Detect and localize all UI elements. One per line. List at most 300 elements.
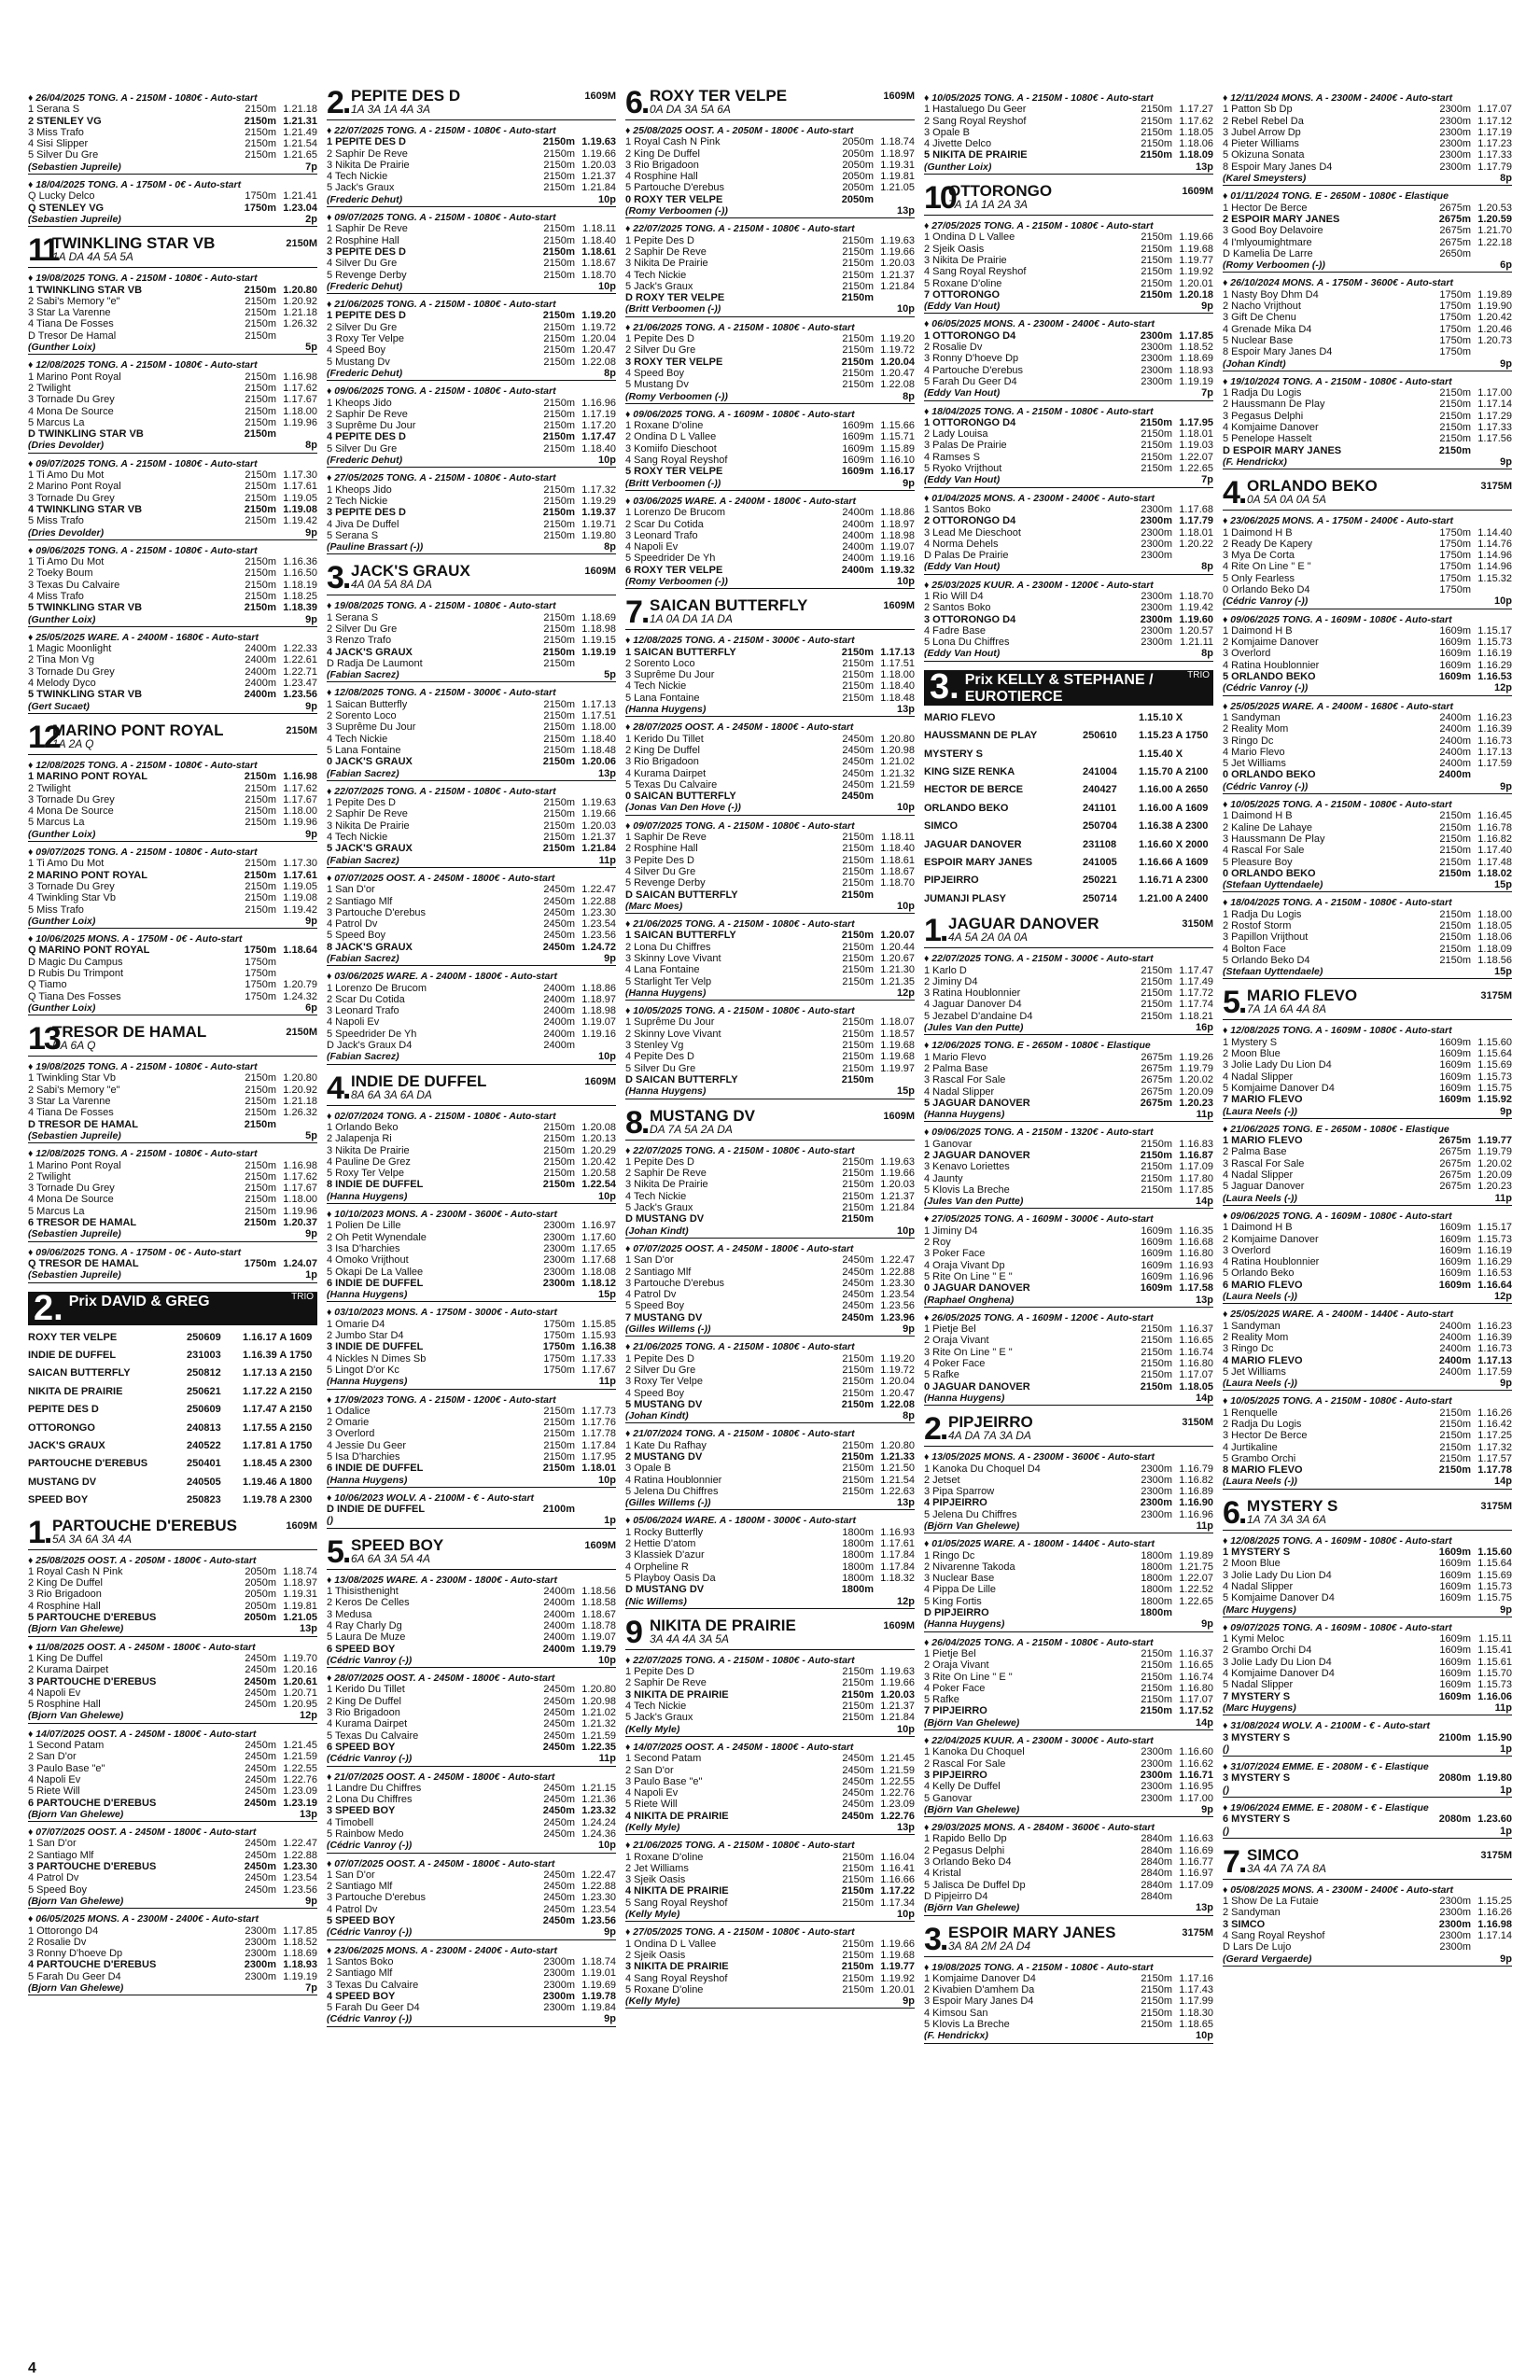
result-distance: 1750m	[1439, 334, 1471, 346]
result-time: 1.18.02	[1477, 867, 1512, 879]
horse-header	[28, 719, 317, 755]
result-distance: 2150m	[842, 1701, 874, 1713]
past-race-footer	[1223, 456, 1512, 469]
result-row	[625, 1029, 915, 1040]
driver-name: (Hanna Huygens)	[924, 1618, 1005, 1631]
driver-name: (Gunther Loix)	[28, 915, 96, 927]
result-horse: 2 Silver Du Gre	[625, 344, 696, 357]
result-time: 1.18.64	[283, 945, 317, 957]
result-row	[625, 1063, 915, 1074]
driver-name: (Hanna Huygens)	[327, 1190, 408, 1202]
result-time: 1.19.20	[880, 1352, 915, 1365]
result-horse: 5 Texas Du Calvaire	[327, 1729, 419, 1742]
result-horse: 1 Ti Amo Du Mot	[28, 556, 105, 568]
result-distance: 2150m	[245, 138, 276, 150]
result-time	[874, 889, 915, 901]
result-row	[28, 1589, 317, 1600]
horse-entry	[28, 1021, 317, 1282]
odds-date	[1083, 746, 1139, 763]
result-horse: 5 Riete Will	[625, 1799, 678, 1811]
past-race-header: ♦ 22/07/2025 TONG. A - 2150M - 1080€ - Auto-start	[625, 1654, 855, 1666]
past-race-header: ♦ 21/06/2025 TONG. A - 2150M - 1080€ - Auto-start	[327, 299, 556, 311]
field-size: 9p	[1500, 357, 1512, 370]
result-row	[625, 1475, 915, 1486]
result-row	[28, 968, 317, 979]
result-distance: 2400m	[245, 654, 276, 666]
result-distance: 2300m	[1141, 503, 1172, 515]
result-row	[1223, 723, 1512, 735]
result-time: 1.17.34	[880, 1897, 915, 1909]
result-row	[924, 1648, 1213, 1659]
result-time: 1.20.37	[283, 1217, 317, 1229]
result-time: 1.22.47	[581, 1869, 616, 1881]
result-horse: 7 OTTORONGO	[924, 288, 1001, 301]
result-horse: 4 Mario Flevo	[1223, 746, 1285, 758]
horse-entry	[1223, 92, 1512, 469]
result-horse: 3 NIKITA DE PRAIRIE	[625, 1688, 729, 1701]
result-time: 1.19.66	[880, 1938, 915, 1950]
result-horse: 3 Ronny D'hoeve Dp	[924, 353, 1019, 365]
horse-form: 3A 4A 4A 3A 5A	[650, 1631, 729, 1645]
past-race-header: ♦ 22/07/2025 TONG. A - 2150M - 1080€ - Auto-start	[327, 785, 556, 797]
result-row	[1223, 1146, 1512, 1157]
field-size: 13p	[300, 1808, 317, 1820]
result-distance: 2300m	[244, 1959, 276, 1971]
result-row	[28, 794, 317, 805]
result-row	[924, 1369, 1213, 1380]
driver-name: (Fabian Sacrez)	[327, 669, 399, 681]
result-distance: 2150m	[244, 602, 276, 614]
horse-name: ORLANDO BEKO	[1247, 477, 1378, 496]
result-time: 1.18.69	[1179, 353, 1213, 365]
past-race-footer	[28, 1623, 317, 1636]
result-row	[327, 1179, 616, 1190]
result-row	[1223, 1442, 1512, 1453]
field-size: 9p	[1500, 1603, 1512, 1616]
result-distance: 2150m	[1141, 1972, 1172, 1984]
result-row	[625, 693, 915, 704]
horse-entry	[327, 560, 616, 1064]
result-horse: 2 Silver Du Gre	[327, 623, 398, 635]
driver-name: ()	[1223, 1825, 1229, 1837]
result-time: 1.17.58	[1179, 1282, 1213, 1295]
past-race-footer	[28, 1130, 317, 1143]
result-distance: 2150m	[1439, 410, 1471, 422]
result-horse: 3 Partouche D'erebus	[625, 1277, 725, 1289]
result-distance: 2150m	[543, 356, 575, 368]
odds-row	[28, 1491, 317, 1509]
result-time: 1.19.63	[581, 136, 616, 148]
result-horse: 1 Kheops Jido	[327, 397, 392, 409]
result-row	[625, 658, 915, 669]
result-horse: 2 Ondina D L Vallee	[625, 431, 717, 443]
result-time: 1.16.98	[283, 771, 317, 783]
result-time: 1.17.00	[1179, 1792, 1213, 1804]
result-distance: 1609m	[1439, 1592, 1471, 1604]
result-distance: 2150m	[542, 1463, 575, 1475]
result-time: 1.17.30	[283, 858, 317, 870]
result-time: 1.18.97	[581, 993, 616, 1005]
past-race	[924, 580, 1213, 662]
result-row	[327, 1980, 616, 1991]
odds-date: 250714	[1083, 892, 1117, 904]
past-race-footer	[1223, 682, 1512, 695]
horse-distance: 3175M	[1480, 481, 1512, 493]
result-time: 1.15.69	[1477, 1569, 1512, 1581]
result-time	[1471, 445, 1512, 456]
odds-date: 241101	[1083, 802, 1117, 814]
result-distance: 1609m	[1439, 1059, 1471, 1071]
horse-entry	[28, 92, 317, 227]
result-time: 1.23.56	[880, 1300, 915, 1312]
result-distance: 1609m	[842, 431, 874, 443]
result-row	[1223, 584, 1512, 595]
past-race-footer	[327, 1515, 616, 1528]
result-time: 1.19.63	[880, 234, 915, 246]
result-horse: 4 Rascal For Sale	[1223, 845, 1305, 857]
result-horse: 5 Ganovar	[924, 1792, 973, 1804]
past-race-footer	[1223, 1604, 1512, 1617]
result-horse: 4 Nadal Slipper	[1223, 1071, 1294, 1083]
result-distance: 1750m	[1439, 583, 1471, 595]
result-distance: 2450m	[842, 1289, 874, 1301]
result-row	[924, 1486, 1213, 1497]
result-distance: 2150m	[245, 469, 276, 482]
result-time: 1.19.68	[880, 1051, 915, 1063]
horse-form: 4A 5A 2A 0A 0A	[948, 931, 1028, 945]
result-time: 1.19.66	[880, 1168, 915, 1180]
horse-name-wrap	[1247, 1847, 1480, 1875]
odds-row	[924, 746, 1213, 763]
result-row	[924, 1358, 1213, 1369]
odds-record: 1.19.46 A 1800	[243, 1476, 313, 1488]
result-horse: 2 Kivabien D'amhem Da	[924, 1984, 1035, 1996]
past-race	[28, 1148, 317, 1241]
result-horse: 5 King Fortis	[924, 1595, 982, 1607]
odds-record: 1.17.47 A 2150	[243, 1404, 313, 1416]
result-row	[1223, 149, 1512, 161]
result-distance: 2450m	[543, 906, 575, 918]
result-distance: 1800m	[1140, 1607, 1172, 1619]
field-size: 8p	[604, 367, 616, 379]
odds-horse: SPEED BOY	[28, 1494, 89, 1506]
result-horse: 4 Patrol Dv	[327, 918, 378, 931]
past-race-footer	[625, 1995, 915, 2009]
result-time: 1.17.76	[581, 1417, 616, 1429]
past-race-header: ♦ 09/07/2025 TONG. A - 1609M - 1080€ - Auto-start	[1223, 1621, 1452, 1633]
horse-name: INDIE DE DUFFEL	[351, 1071, 487, 1090]
result-horse: 5 Okapi De La Vallee	[327, 1266, 424, 1278]
result-row	[1223, 1645, 1512, 1656]
result-distance: 1609m	[1439, 1256, 1471, 1268]
result-time: 1.23.32	[581, 1805, 616, 1817]
result-time: 1.16.37	[1179, 1647, 1213, 1659]
result-row	[28, 1612, 317, 1623]
result-horse: 1 SAICAN BUTTERFLY	[625, 646, 736, 658]
driver-name: (Sebastien Jupreile)	[28, 213, 121, 225]
result-horse: 2 King De Duffel	[327, 1695, 401, 1707]
field-size: 2p	[305, 213, 317, 225]
result-time: 1.17.61	[283, 481, 317, 493]
field-size: 9p	[305, 526, 317, 539]
result-horse: 3 Haussmann De Play	[1223, 833, 1325, 845]
result-row	[924, 1793, 1213, 1804]
result-distance: 2150m	[1141, 277, 1172, 289]
result-distance: 2150m	[842, 367, 874, 379]
result-horse: 2 Scar Du Cotida	[327, 993, 405, 1005]
result-row	[1223, 735, 1512, 747]
result-horse: 2 Twilight	[28, 382, 71, 394]
result-time: 1.18.52	[283, 1936, 317, 1948]
result-row	[625, 745, 915, 756]
past-race	[1223, 1025, 1512, 1118]
result-distance: 2150m	[842, 1666, 874, 1678]
result-row	[1223, 822, 1512, 833]
horse-distance: 1609M	[584, 566, 616, 578]
result-distance: 2050m	[244, 1612, 276, 1624]
result-time: 1.17.30	[283, 469, 317, 482]
result-distance: 1750m	[1439, 526, 1471, 539]
odds-horse: SIMCO	[924, 820, 959, 833]
result-time: 1.24.72	[581, 941, 616, 953]
result-distance: 2400m	[244, 689, 276, 701]
result-horse: D TWINKLING STAR VB	[28, 428, 144, 441]
past-race-header: ♦ 12/11/2024 MONS. A - 2300M - 2400€ - Auto-start	[1223, 92, 1453, 104]
result-horse: 1 Nasty Boy Dhm D4	[1223, 288, 1319, 301]
result-distance: 2150m	[842, 1897, 874, 1909]
result-horse: 4 Mona De Source	[28, 1194, 114, 1206]
result-time: 1.20.03	[880, 1688, 915, 1701]
result-time: 1.22.47	[283, 1838, 317, 1850]
result-distance: 2675m	[1439, 1157, 1471, 1169]
result-horse: 3 PEPITE DES D	[327, 507, 406, 519]
field-size: 11p	[1196, 1109, 1213, 1121]
result-horse: 1 Lorenzo De Brucom	[625, 507, 725, 519]
result-row	[28, 1838, 317, 1849]
result-time: 1.15.89	[880, 442, 915, 455]
result-distance: 2450m	[543, 1782, 575, 1794]
result-horse: 2 Rosalie Dv	[924, 342, 983, 354]
result-distance: 2150m	[245, 880, 276, 892]
result-time: 1.14.96	[1477, 550, 1512, 562]
past-race-footer	[924, 1618, 1213, 1631]
result-distance: 2150m	[543, 1144, 575, 1156]
result-row	[1223, 671, 1512, 682]
result-distance: 2150m	[842, 1040, 874, 1052]
result-distance: 2150m	[842, 1387, 874, 1399]
horse-form: 4A DA 7A 3A DA	[948, 1429, 1031, 1443]
result-distance: 1800m	[842, 1538, 874, 1550]
result-horse: 1 TWINKLING STAR VB	[28, 284, 143, 296]
horse-distance: 3150M	[1182, 918, 1213, 931]
past-race-footer	[1223, 781, 1512, 794]
result-horse: 2 OTTORONGO D4	[924, 515, 1016, 527]
result-distance: 2150m	[1439, 1452, 1471, 1464]
result-row	[1223, 1169, 1512, 1181]
result-distance: 2300m	[1439, 161, 1471, 173]
horse-name: OTTORONGO	[948, 182, 1053, 201]
result-horse: 5 Roxane D'oline	[924, 277, 1002, 289]
result-row	[327, 1730, 616, 1742]
result-time: 1.16.65	[1179, 1659, 1213, 1672]
past-race	[327, 1945, 616, 2027]
result-horse: 5 Riete Will	[28, 1785, 80, 1798]
result-distance: 2150m	[245, 492, 276, 504]
result-row	[327, 884, 616, 895]
result-time: 1.16.10	[880, 455, 915, 467]
result-time: 1.21.18	[283, 307, 317, 319]
result-horse: 3 Rio Brigadoon	[625, 756, 699, 768]
driver-name: (Björn Van Ghelewe)	[924, 1716, 1020, 1729]
horse-distance: 2150M	[286, 724, 317, 736]
past-race-footer	[28, 829, 317, 842]
result-horse: 4 Pauline De Grez	[327, 1155, 411, 1168]
result-row	[625, 1267, 915, 1278]
result-horse: 1 Orlando Beko	[327, 1121, 399, 1133]
result-row	[1223, 539, 1512, 550]
odds-horse: KING SIZE RENKA	[924, 765, 1015, 777]
result-time: 1.15.11	[1478, 1633, 1512, 1645]
past-race-header: ♦ 22/04/2025 KUUR. A - 2300M - 3000€ - Auto-start	[924, 1735, 1154, 1747]
past-race-header: ♦ 19/08/2025 TONG. A - 2150M - 1080€ - Auto-start	[28, 1061, 258, 1073]
result-row	[924, 428, 1213, 440]
result-horse: 4 Nadal Slipper	[1223, 1580, 1294, 1592]
result-row	[327, 1828, 616, 1840]
result-distance: 2450m	[543, 1794, 575, 1806]
result-row	[327, 246, 616, 258]
result-row	[625, 1852, 915, 1863]
result-time: 1.19.07	[581, 1631, 616, 1644]
driver-name: (Gilles Willems (-))	[625, 1323, 711, 1336]
result-horse: 3 Rio Brigadoon	[327, 1707, 400, 1719]
result-distance: 1750m	[1439, 312, 1471, 324]
past-race-footer	[327, 1051, 616, 1064]
result-row	[625, 1074, 915, 1085]
page-column	[28, 88, 317, 2354]
result-time	[874, 194, 915, 205]
result-row	[1223, 1732, 1512, 1743]
past-race	[625, 1515, 915, 1608]
result-time: 1.20.47	[880, 367, 915, 379]
horse-entry	[625, 88, 915, 589]
result-time: 1.23.04	[283, 202, 317, 214]
result-row	[327, 1005, 616, 1016]
result-row	[28, 127, 317, 138]
result-distance: 2150m	[543, 182, 575, 194]
past-race	[1223, 92, 1512, 186]
result-time: 1.22.08	[880, 379, 915, 391]
result-horse: 2 ESPOIR MARY JANES	[1223, 213, 1340, 225]
past-race-header: ♦ 07/07/2025 OOST. A - 2450M - 1800€ - Auto-start	[327, 872, 555, 884]
result-time: 1.17.99	[1179, 1995, 1213, 2008]
result-time: 1.16.41	[880, 1862, 915, 1874]
result-row	[28, 138, 317, 149]
past-race	[1223, 1720, 1512, 1757]
result-horse: 1 Daimond H B	[1223, 1222, 1293, 1234]
result-horse: 4 Nickles N Dimes Sb	[327, 1352, 427, 1365]
result-row	[924, 1161, 1213, 1172]
horse-entry	[625, 597, 915, 1099]
horse-distance: 3175M	[1182, 1926, 1213, 1939]
result-time: 1.15.60	[1477, 1036, 1512, 1048]
result-distance: 2150m	[244, 869, 276, 881]
result-row	[625, 1712, 915, 1723]
result-horse: 4 Silver Du Gre	[625, 865, 696, 877]
result-time: 1.18.07	[880, 1016, 915, 1029]
result-row	[625, 1451, 915, 1463]
result-time: 1.16.63	[1179, 1833, 1213, 1845]
field-size: 9p	[305, 828, 317, 840]
horse-name: ESPOIR MARY JANES	[948, 1923, 1116, 1941]
result-row	[1223, 1343, 1512, 1354]
result-distance: 1750m	[543, 1330, 575, 1342]
result-horse: 4 JACK'S GRAUX	[327, 646, 413, 658]
result-horse: 0 JACK'S GRAUX	[327, 756, 413, 768]
field-size: 15p	[897, 1085, 915, 1098]
result-horse: 4 Lana Fontaine	[625, 964, 700, 976]
result-horse: 2 JAGUAR DANOVER	[924, 1149, 1030, 1161]
result-distance: 2400m	[245, 665, 276, 678]
past-race-footer	[28, 161, 317, 175]
past-race-header: ♦ 06/05/2025 MONS. A - 2300M - 2400€ - Auto-start	[28, 1913, 259, 1925]
driver-name: (Stefaan Uyttendaele)	[1223, 966, 1323, 978]
result-time: 1.22.08	[880, 1398, 915, 1410]
horse-name-wrap	[650, 1108, 883, 1136]
result-row	[924, 591, 1213, 602]
horse-number: 9	[625, 1614, 641, 1650]
result-time: 1.21.54	[880, 1474, 915, 1486]
result-row	[625, 1289, 915, 1300]
result-row	[28, 1850, 317, 1861]
result-distance: 2300m	[1141, 590, 1172, 602]
horse-name-wrap	[948, 916, 1182, 944]
result-time	[1471, 584, 1512, 595]
result-row	[924, 527, 1213, 539]
past-race-header: ♦ 21/06/2025 TONG. A - 2150M - 1080€ - Auto-start	[625, 1840, 855, 1852]
result-row	[924, 2008, 1213, 2019]
result-time: 1.17.47	[581, 431, 616, 443]
result-distance: 2675m	[1438, 1135, 1471, 1147]
result-row	[625, 235, 915, 246]
odds-record: 1.15.23 A 1750	[1139, 730, 1209, 742]
result-time	[575, 658, 616, 669]
result-distance: 1609m	[1439, 637, 1471, 649]
result-row	[1223, 1267, 1512, 1279]
result-horse: 5 Mustang Dv	[625, 379, 689, 391]
horse-name-wrap	[650, 88, 883, 116]
driver-name: (Laura Neels (-))	[1223, 1476, 1297, 1488]
past-race	[327, 299, 616, 381]
result-time: 1.17.09	[1179, 1879, 1213, 1891]
result-horse: 4 Tech Nickie	[625, 269, 687, 281]
horse-name-wrap	[948, 183, 1182, 211]
result-distance: 2150m	[1438, 444, 1471, 456]
result-row	[327, 1040, 616, 1051]
result-distance: 2300m	[1140, 515, 1172, 527]
result-horse: 2 Oraja Vivant	[924, 1335, 989, 1347]
past-race	[28, 1729, 317, 1822]
odds-record: 1.16.17 A 1609	[243, 1331, 313, 1343]
field-size: 13p	[1196, 161, 1213, 173]
field-size: 10p	[897, 900, 915, 912]
field-size: 9p	[305, 700, 317, 712]
result-time: 1.16.50	[283, 567, 317, 580]
odds-date: 231003	[187, 1349, 221, 1361]
result-time: 1.23.09	[880, 1799, 915, 1811]
horse-header	[1223, 475, 1512, 511]
result-row	[28, 1948, 317, 1959]
result-distance: 2300m	[245, 1948, 276, 1960]
